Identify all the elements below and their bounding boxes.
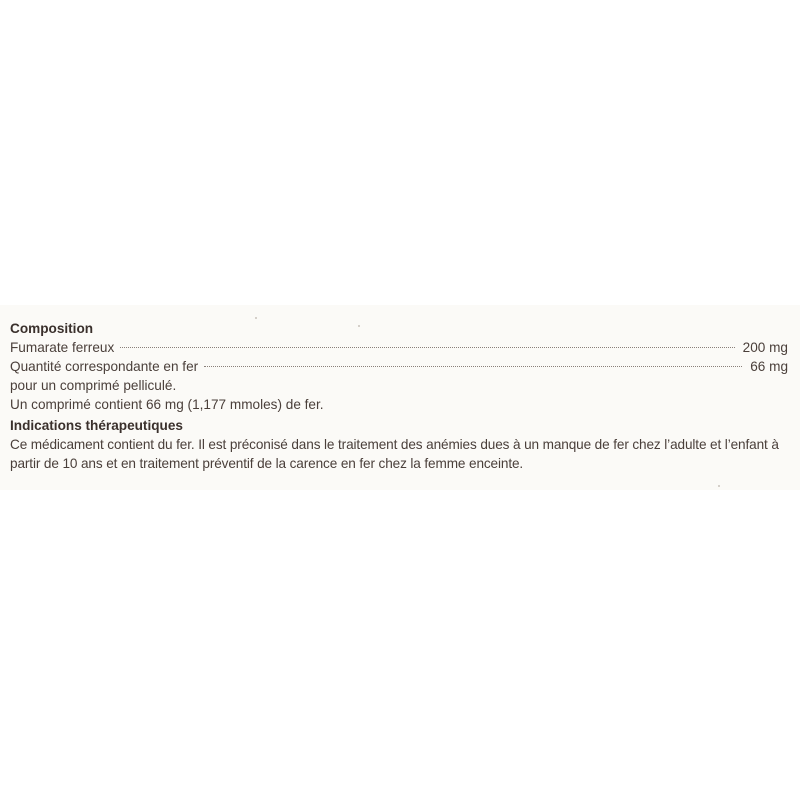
- dotted-leader: [120, 347, 734, 348]
- composition-row-fumarate: [10, 338, 788, 357]
- dotted-leader: [204, 366, 742, 367]
- composition-contains-line: Un comprimé contient 66 mg (1,177 mmoles) de fer.: [10, 397, 324, 412]
- leaflet-strip: [0, 305, 800, 490]
- indications-paragraph: Ce médicament contient du fer. Il est préconisé dans le traitement des anémies dues à un manque de fer chez l’adulte et l’enfant à partir de 10 ans et en traitement préventif de la carence en fer chez la femme enceinte.: [10, 437, 779, 471]
- composition-heading: Composition: [10, 321, 94, 336]
- composition-row-value: 200 mg: [742, 340, 788, 355]
- composition-row-label: Fumarate ferreux: [10, 340, 115, 355]
- paper-speck: [718, 485, 720, 487]
- composition-row-label: Quantité correspondante en fer: [10, 359, 199, 374]
- leaflet-content: [10, 319, 788, 473]
- composition-tablet-line: pour un comprimé pelliculé.: [10, 378, 177, 393]
- composition-row-iron: [10, 357, 788, 376]
- indications-heading: Indications thérapeutiques: [10, 418, 183, 433]
- composition-row-value: 66 mg: [750, 359, 788, 374]
